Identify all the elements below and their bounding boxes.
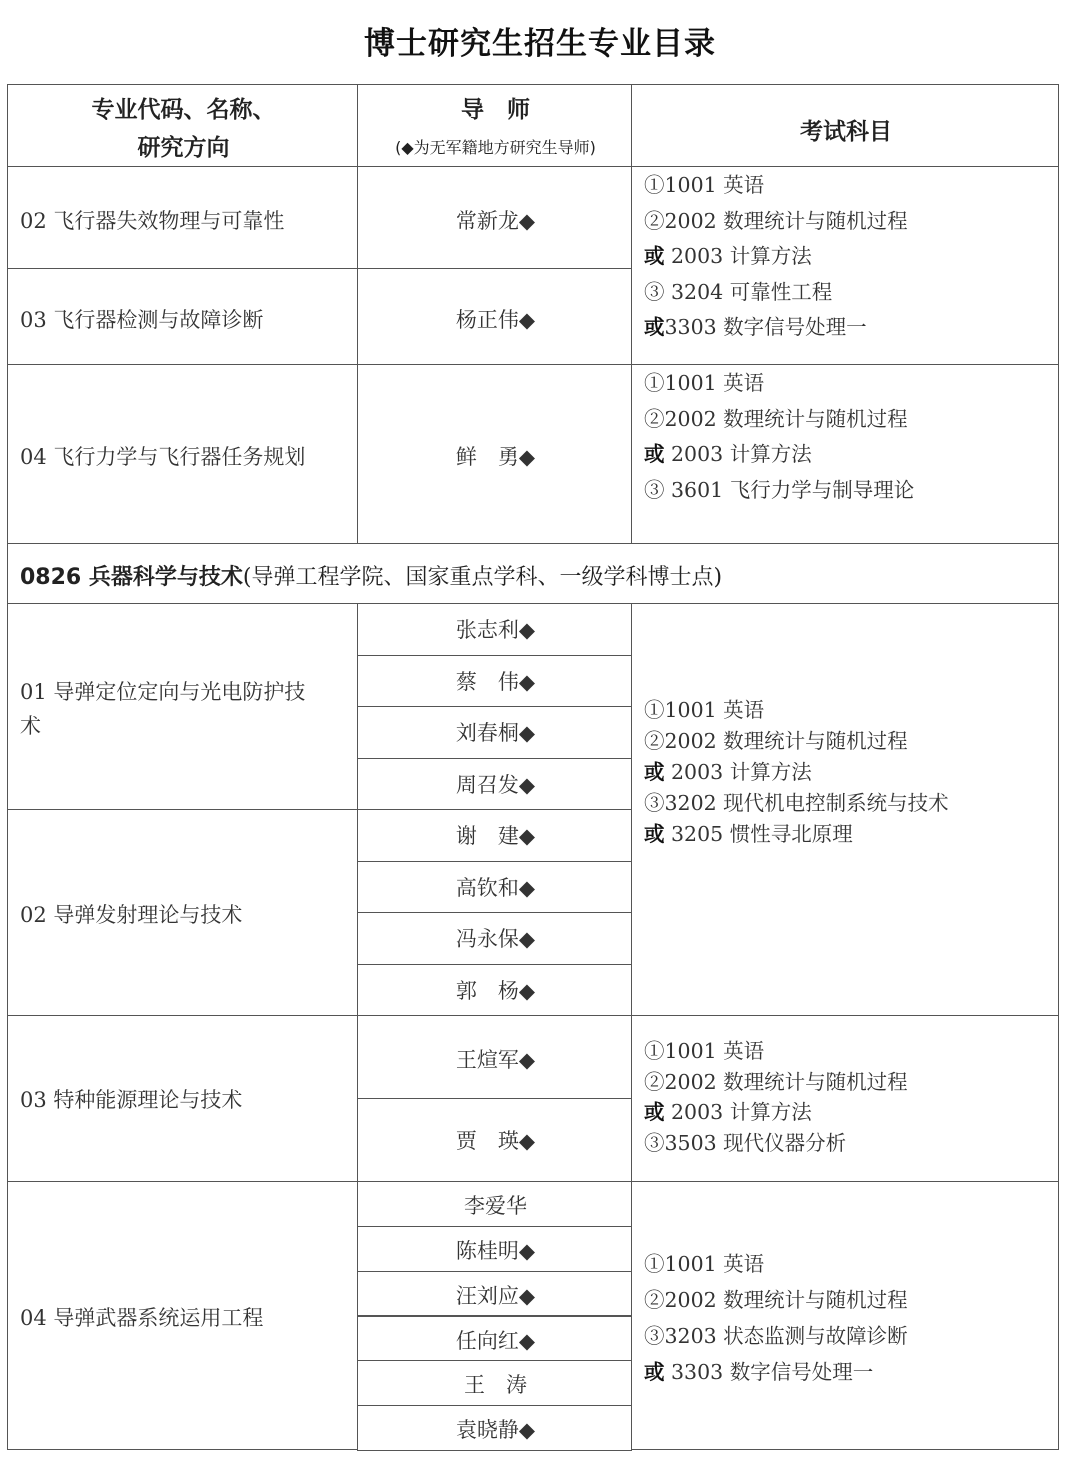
exam-subject [644,366,914,402]
exam-subject [644,1067,908,1098]
advisor-cell [357,603,632,656]
exam-subject [644,310,908,346]
exam-subject [644,1318,908,1354]
exam-subject [644,1354,908,1390]
exam-cell [631,364,1059,544]
advisor-cell [357,964,632,1017]
direction-label: 02 导弹发射理论与技术 [20,903,243,927]
major-direction-cell [7,809,358,1016]
exam-subject-text: 3205 惯性寻北原理 [664,822,853,846]
advisor-cell [357,655,632,708]
advisor-name: 王 涛 [464,1373,527,1398]
exam-subject-list [644,695,949,850]
exam-subject-text: 2003 计算方法 [664,760,812,784]
exam-cell [631,1181,1059,1450]
exam-subject [644,168,908,204]
advisor-cell [357,1360,632,1406]
direction-label: 03 飞行器检测与故障诊断 [20,307,264,332]
advisor-cell [357,1271,632,1317]
advisor-name: 杨正伟◆ [455,307,536,332]
major-direction-cell [7,1015,358,1182]
advisor-name: 袁晓静◆ [455,1418,536,1443]
major-direction-cell [7,603,358,810]
exam-subject [644,1097,908,1128]
advisor-name: 高钦和◆ [455,875,536,900]
exam-subject-text: ①1001 英语 [644,1039,765,1063]
exam-subject-text: 2003 计算方法 [664,244,812,268]
exam-subject [644,275,908,311]
exam-subject [644,788,949,819]
advisor-cell [357,758,632,811]
direction-label: 01 导弹定位定向与光电防护技 [20,680,306,704]
exam-subject-text: ③ 3204 可靠性工程 [644,279,833,304]
exam-subject-text: ③3503 现代仪器分析 [644,1130,847,1155]
direction-label-cont: 术 [20,714,41,738]
exam-subject [644,239,908,275]
advisor-name: 冯永保◆ [455,927,536,951]
discipline-note: (导弹工程学院、国家重点学科、一级学科博士点) [242,565,723,590]
exam-cell [631,603,1059,1016]
exam-subject [644,204,908,240]
advisor-cell [357,1405,632,1451]
or-label: 或 [644,760,665,784]
advisor-name: 鲜 勇◆ [455,445,536,469]
header-advisor-note: (◆为无军籍地方研究生导师) [395,138,596,157]
or-label: 或 [644,822,665,846]
direction-label: 03 特种能源理论与技术 [20,1088,243,1112]
header-major-line1: 专业代码、名称、 [91,97,276,123]
advisor-cell [357,1181,632,1227]
header-col-exam [631,84,1059,167]
advisor-name: 刘春桐◆ [455,721,536,745]
exam-subject-text: 2003 计算方法 [664,442,812,466]
header-exam-title: 考试科目 [800,119,892,145]
exam-subject-text: ①1001 英语 [644,1252,765,1276]
exam-subject [644,1246,908,1282]
advisor-name: 陈桂明◆ [455,1238,536,1263]
exam-subject-text: 3303 数字信号处理一 [664,315,867,339]
exam-subject-text: 3303 数字信号处理一 [664,1360,874,1384]
exam-subject [644,757,949,788]
exam-subject-list [644,366,914,508]
advisor-cell [357,364,632,544]
exam-subject [644,726,949,757]
major-direction-cell [7,268,358,365]
page-title: 博士研究生招生专业目录 [364,26,716,62]
advisor-name: 谢 建◆ [455,824,536,848]
or-label: 或 [644,1360,665,1384]
exam-subject-text: ②2002 数理统计与随机过程 [644,1288,908,1312]
direction-label: 02 飞行器失效物理与可靠性 [20,208,285,233]
exam-subject-list [644,1036,908,1158]
advisor-name: 王煊军◆ [455,1048,536,1072]
exam-subject-text: ③3203 状态监测与故障诊断 [644,1324,908,1348]
advisor-name: 郭 杨◆ [455,978,536,1003]
exam-subject-text: ②2002 数理统计与随机过程 [644,1069,908,1094]
major-direction-cell [7,1181,358,1450]
exam-subject [644,819,949,850]
exam-subject [644,695,949,726]
exam-cell [631,1015,1059,1182]
advisor-cell [357,1316,632,1362]
direction-label: 04 导弹武器系统运用工程 [20,1306,264,1330]
or-label: 或 [644,442,665,466]
advisor-cell [357,912,632,965]
header-col-advisor [357,84,632,167]
advisor-name: 张志利◆ [455,618,536,642]
advisor-cell [357,706,632,759]
exam-subject-text: ①1001 英语 [644,371,765,395]
advisor-name: 李爱华 [464,1194,527,1218]
exam-subject-text: ①1001 英语 [644,698,765,722]
exam-subject-text: ③3202 现代机电控制系统与技术 [644,791,949,815]
exam-subject-text: ①1001 英语 [644,173,765,197]
exam-subject-list [644,168,908,346]
exam-subject-text: ②2002 数理统计与随机过程 [644,729,908,753]
advisor-name: 常新龙◆ [455,208,536,233]
or-label: 或 [644,1100,665,1124]
advisor-cell [357,861,632,914]
header-col-major [7,84,358,167]
exam-subject-text: ②2002 数理统计与随机过程 [644,406,908,431]
exam-subject-text: ③ 3601 飞行力学与制导理论 [644,477,915,502]
major-direction-cell [7,364,358,544]
header-major-line2: 研究方向 [137,135,230,161]
advisor-name: 贾 瑛◆ [455,1129,536,1153]
discipline-title [20,560,722,591]
exam-subject [644,1036,908,1067]
exam-subject-text: ②2002 数理统计与随机过程 [644,208,908,233]
direction-label: 04 飞行力学与飞行器任务规划 [20,445,306,469]
or-label: 或 [644,315,665,339]
exam-subject [644,1128,908,1159]
exam-subject [644,1282,908,1318]
major-direction-cell [7,166,358,269]
advisor-cell [357,1015,632,1099]
advisor-name: 汪刘应◆ [455,1283,536,1308]
exam-subject-list [644,1246,908,1390]
advisor-cell [357,809,632,862]
exam-subject [644,437,914,473]
advisor-cell [357,1098,632,1182]
advisor-name: 任向红◆ [455,1328,536,1353]
advisor-cell [357,268,632,365]
discipline-section-header [7,543,1059,604]
advisor-name: 蔡 伟◆ [455,669,536,694]
advisor-cell [357,1226,632,1272]
exam-subject [644,473,914,509]
exam-cell [631,166,1059,365]
or-label: 或 [644,244,665,268]
exam-subject-text: 2003 计算方法 [664,1100,812,1124]
header-advisor-title: 导 师 [461,97,530,123]
advisor-name: 周召发◆ [455,772,536,797]
exam-subject [644,402,914,438]
discipline-code-name: 0826 兵器科学与技术 [20,565,243,590]
advisor-cell [357,166,632,269]
